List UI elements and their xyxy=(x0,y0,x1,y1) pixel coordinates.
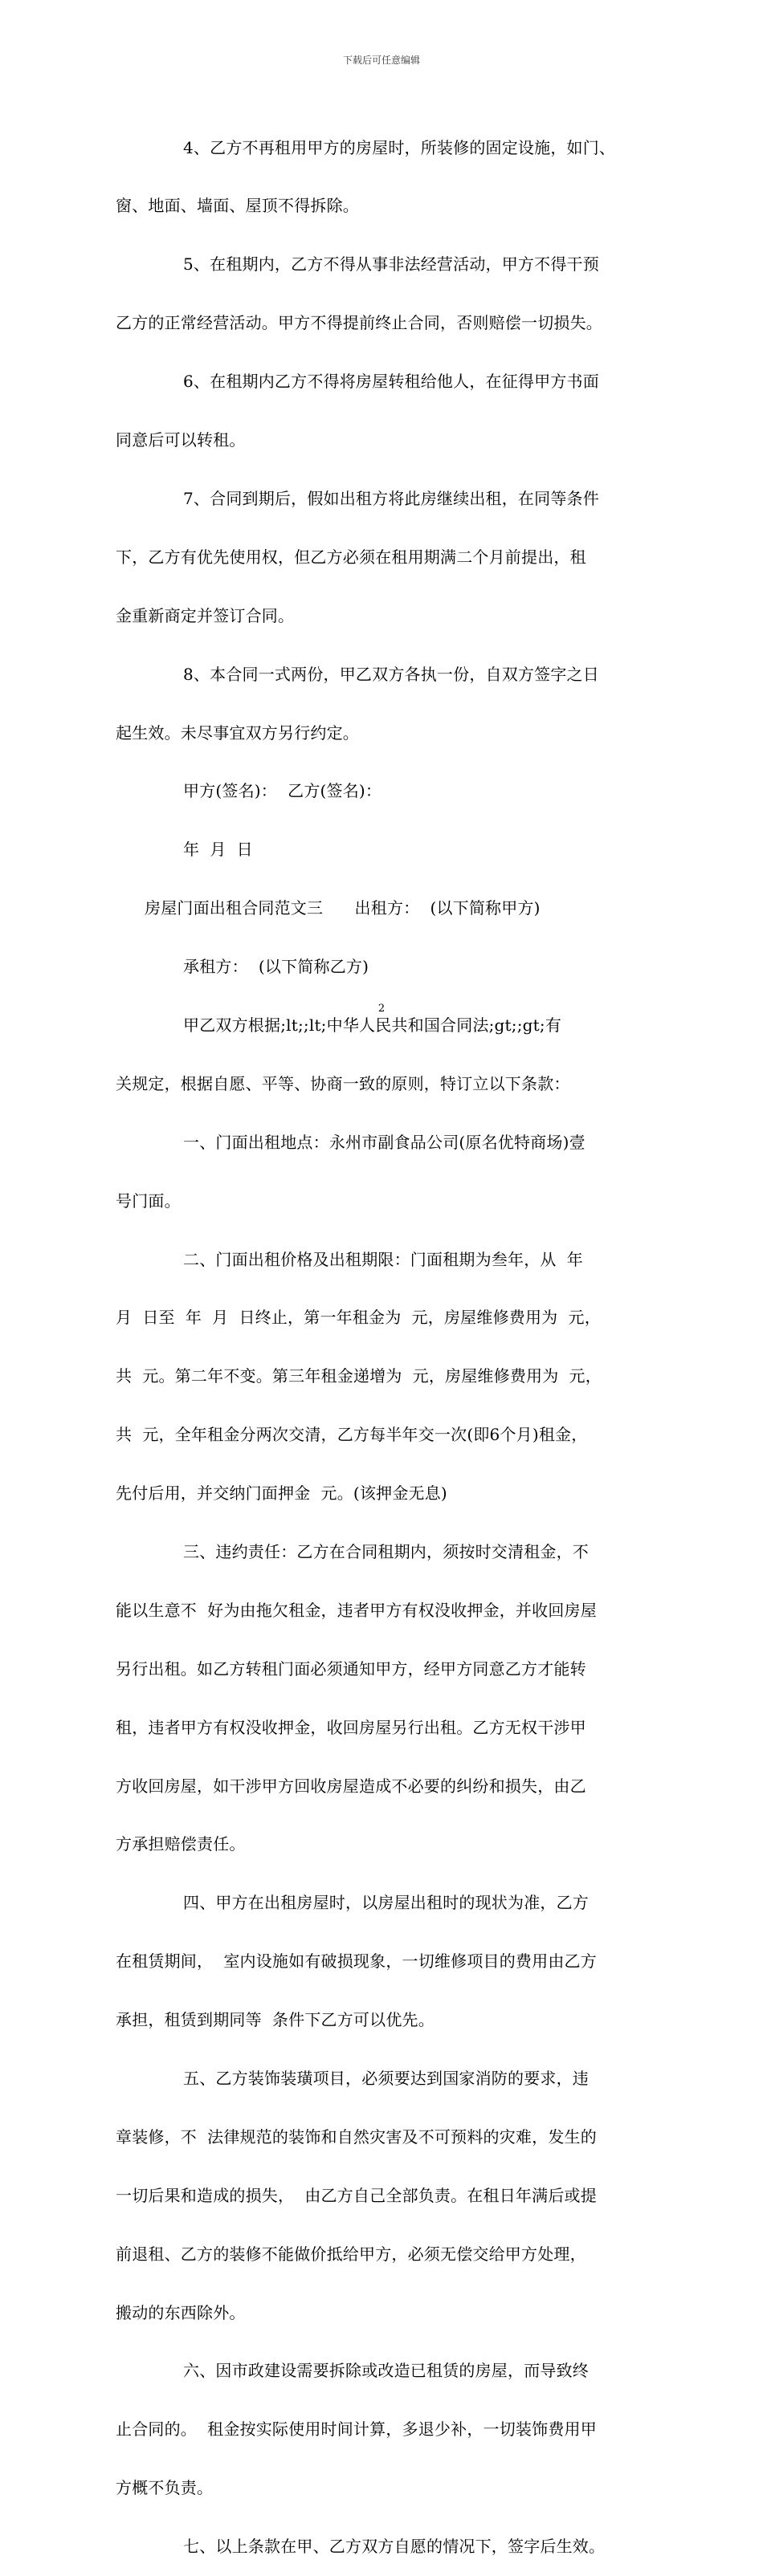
page-number: 2 xyxy=(377,1003,386,1015)
document-body xyxy=(116,99,652,2576)
paragraph-line: 租，违者甲方有权没收押金，收回房屋另行出租。乙方无权干涉甲 xyxy=(116,1717,586,1737)
paragraph-line: 七、以上条款在甲、乙方双方自愿的情况下，签字后生效。 xyxy=(183,2537,606,2557)
paragraph-line: 下，乙方有优先使用权，但乙方必须在租用期满二个月前提出，租 xyxy=(116,547,586,567)
paragraph-line: 共 元。第二年不变。第三年租金递增为 元，房屋维修费用为 元， xyxy=(116,1366,602,1386)
paragraph-line: 共 元，全年租金分两次交清，乙方每半年交一次(即6个月)租金， xyxy=(116,1425,588,1445)
paragraph-line: 金重新商定并签订合同。 xyxy=(116,605,295,625)
paragraph-line: 关规定，根据自愿、平等、协商一致的原则，特订立以下条款： xyxy=(116,1073,570,1093)
paragraph-line: 5、在租期内，乙方不得从事非法经营活动，甲方不得干预 xyxy=(183,254,599,275)
paragraph-line: 窗、地面、墙面、屋顶不得拆除。 xyxy=(116,196,359,216)
paragraph-line: 4、乙方不再租用甲方的房屋时，所装修的固定设施，如门、 xyxy=(183,137,616,157)
signature-line: 甲方(签名)： 乙方(签名)： xyxy=(183,781,382,801)
paragraph-line: 方概不负责。 xyxy=(116,2478,214,2498)
paragraph-line: 方承担赔偿责任。 xyxy=(116,1834,246,1854)
paragraph-line: 同意后可以转租。 xyxy=(116,430,246,450)
paragraph-line: 一、门面出租地点：永州市副食品公司(原名优特商场)壹 xyxy=(183,1132,586,1152)
paragraph-line: 能以生意不 好为由拖欠租金，违者甲方有权没收押金，并收回房屋 xyxy=(116,1600,597,1620)
date-line: 年 月 日 xyxy=(183,840,253,860)
paragraph-line: 一切后果和造成的损失， 由乙方自己全部负责。在租日年满后或提 xyxy=(116,2185,597,2205)
paragraph-line: 六、因市政建设需要拆除或改造已租赁的房屋，而导致终 xyxy=(183,2361,589,2381)
paragraph-line: 章装修，不 法律规范的装饰和自然灾害及不可预料的灾难，发生的 xyxy=(116,2126,597,2147)
page-header: 下载后可任意编辑 xyxy=(342,55,420,66)
paragraph-line: 先付后用，并交纳门面押金 元。(该押金无息) xyxy=(116,1483,447,1504)
section-title-line: 房屋门面出租合同范文三 出租方： (以下简称甲方) xyxy=(145,898,541,918)
paragraph-line: 二、门面出租价格及出租期限：门面租期为叁年，从 年 xyxy=(183,1249,583,1269)
paragraph-line: 承租方： (以下简称乙方) xyxy=(183,957,369,977)
paragraph-line: 五、乙方装饰装璜项目，必须要达到国家消防的要求，违 xyxy=(183,2068,589,2088)
paragraph-line: 另行出租。如乙方转租门面必须通知甲方，经甲方同意乙方才能转 xyxy=(116,1658,586,1679)
paragraph-line: 在租赁期间， 室内设施如有破损现象，一切维修项目的费用由乙方 xyxy=(116,1951,597,1972)
paragraph-line: 起生效。未尽事宜双方另行约定。 xyxy=(116,722,359,743)
paragraph-line: 6、在租期内乙方不得将房屋转租给他人，在征得甲方书面 xyxy=(183,372,599,392)
paragraph-line: 三、违约责任：乙方在合同租期内，须按时交清租金，不 xyxy=(183,1541,589,1561)
paragraph-line: 7、合同到期后，假如出租方将此房继续出租，在同等条件 xyxy=(183,488,599,508)
paragraph-line: 止合同的。 租金按实际使用时间计算，多退少补，一切装饰费用甲 xyxy=(116,2419,597,2440)
paragraph-line: 方收回房屋，如干涉甲方回收房屋造成不必要的纠纷和损失，由乙 xyxy=(116,1776,586,1796)
paragraph-line: 搬动的东西除外。 xyxy=(116,2302,246,2322)
paragraph-line: 8、本合同一式两份，甲乙双方各执一份，自双方签字之日 xyxy=(183,664,599,684)
paragraph-line: 甲乙双方根据;lt;;lt;中华人民共和国合同法;gt;;gt;有 xyxy=(183,1015,562,1035)
paragraph-line: 四、甲方在出租房屋时，以房屋出租时的现状为准，乙方 xyxy=(183,1893,589,1913)
paragraph-line: 月 日至 年 月 日终止，第一年租金为 元，房屋维修费用为 元， xyxy=(116,1308,601,1328)
paragraph-line: 乙方的正常经营活动。甲方不得提前终止合同，否则赔偿一切损失。 xyxy=(116,313,602,333)
paragraph-line: 承担，租赁到期同等 条件下乙方可以优先。 xyxy=(116,2010,435,2030)
paragraph-line: 号门面。 xyxy=(116,1190,181,1211)
paragraph-line: 前退租、乙方的装修不能做价抵给甲方，必须无偿交给甲方处理， xyxy=(116,2244,586,2264)
